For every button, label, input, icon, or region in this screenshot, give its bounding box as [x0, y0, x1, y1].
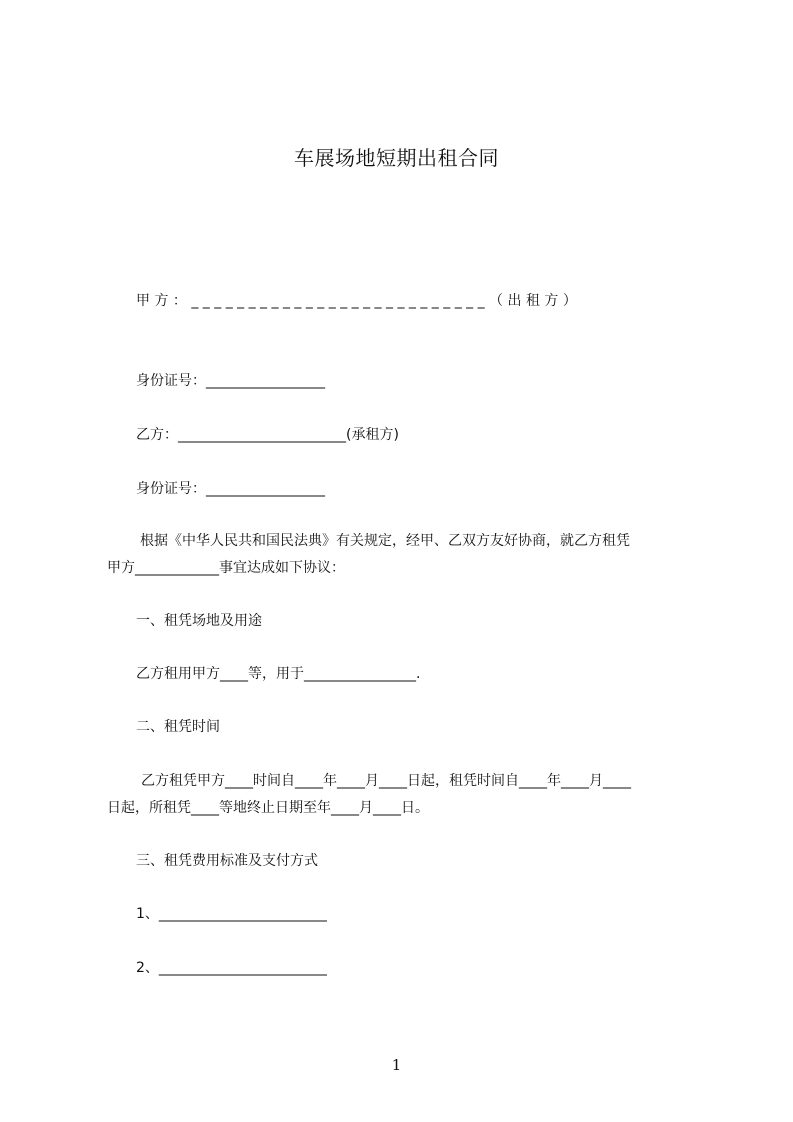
payment-item-2: 2、________________________ — [136, 960, 327, 976]
page-number: 1 — [391, 1056, 402, 1074]
section-1-heading: 一、租凭场地及用途 — [136, 613, 262, 629]
payment-item-1: 1、________________________ — [136, 906, 327, 922]
intro-paragraph-line-2: 甲方____________事宜达成如下协议： — [107, 560, 345, 576]
document-title: 车展场地短期出租合同 — [294, 146, 499, 170]
section-2-heading: 二、租凭时间 — [136, 719, 220, 735]
section-2-line-2: 日起，所租凭____等地终止日期至年____月____日。 — [107, 800, 429, 816]
section-3-heading: 三、租凭费用标准及支付方式 — [136, 853, 318, 869]
intro-paragraph-line-1: 根据《中华人民共和国民法典》有关规定，经甲、乙双方友好协商，就乙方租凭 — [140, 533, 630, 549]
section-1-text: 乙方租用甲方____等，用于________________. — [136, 666, 421, 682]
party-b-line: 乙方：________________________(承租方) — [136, 427, 399, 443]
party-b-id-line: 身份证号：_________________ — [136, 481, 325, 497]
section-2-line-1: 乙方租凭甲方____时间自____年____月____日起，租凭时间自____年____月____ — [141, 773, 631, 789]
party-a-id-line: 身份证号：_________________ — [136, 373, 325, 389]
party-a-line: 甲 方 ： _ _ _ _ _ _ _ _ _ _ _ _ _ _ _ _ _ _ _ _ _ _ _ _ _ _ （ 出 租 方 ） — [136, 293, 577, 309]
